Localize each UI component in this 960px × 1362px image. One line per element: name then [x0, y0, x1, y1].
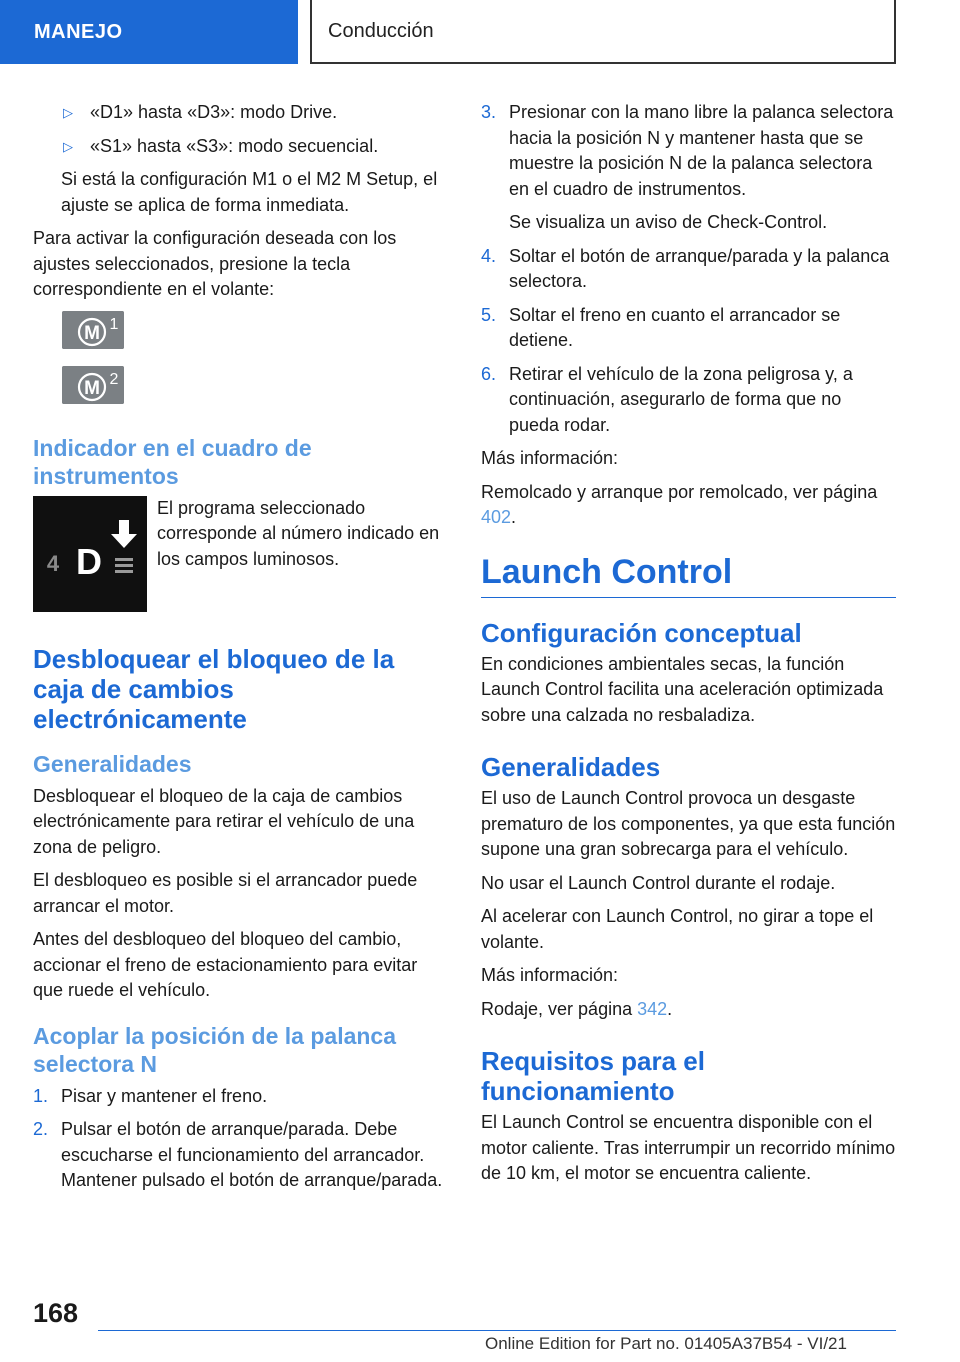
right-column [481, 100, 896, 1195]
triangle-bullet-icon: ▷ [63, 105, 73, 120]
general-paragraph: El desbloqueo es posible si el arrancador puede arrancar el motor. [33, 870, 418, 916]
concept-heading: Configuración conceptual [481, 617, 802, 648]
requirements-text: El Launch Control se encuentra disponible con el motor caliente. Tras interrumpir un recorrido mínimo de 10 km, el motor se encuentra caliente. [481, 1112, 896, 1183]
step-number: 2. [33, 1119, 49, 1139]
step-text: Soltar el freno en cuanto el arrancador se detiene. [509, 304, 841, 350]
step-item [33, 1117, 443, 1194]
requirements-heading: Requisitos para el funcionamiento [481, 1046, 705, 1106]
general-paragraph: Desbloquear el bloqueo de la caja de cambios electrónicamente para retirar el vehículo de una zona de peligro. [33, 785, 415, 857]
m-setup-note: Si está la configuración M1 o el M2 M Setup, el ajuste se aplica de forma inmediata. [61, 169, 438, 215]
general-heading-left: Generalidades [33, 750, 192, 777]
breakin-text: Rodaje, ver página [481, 998, 633, 1019]
step-number: 3. [481, 102, 497, 122]
m2-button-item [33, 366, 443, 406]
launch-heading: Launch Control [481, 552, 733, 591]
step-number: 5. [481, 304, 497, 325]
m1-button-item [33, 311, 443, 351]
edition-text: Online Edition for Part no. 01405A37B54 - VI/21 [485, 1334, 847, 1353]
general-paragraph: No usar el Launch Control durante el rodaje. [481, 872, 836, 893]
m2-button-icon [62, 366, 124, 404]
general-heading-right: Generalidades [481, 752, 661, 782]
list-item [33, 134, 443, 160]
m1-button-icon [62, 311, 124, 349]
tow-text: Remolcado y arranque por remolcado, ver página [481, 481, 878, 502]
step-item [481, 362, 896, 439]
step-number: 6. [481, 363, 497, 384]
general-paragraph: El uso de Launch Control provoca un desgaste prematuro de los componentes, ya que esta función supone una gran sobrecarga para el vehículo. [481, 788, 896, 859]
breakin-reference: Rodaje, ver página 342. [481, 998, 673, 1019]
launch-heading-wrap [481, 551, 896, 598]
svg-text:M: M [84, 377, 100, 399]
step-text: Retirar el vehículo de la zona peligrosa y, a continuación, asegurarlo de forma que no pueda rodar. [509, 363, 853, 435]
indicator-block [33, 496, 443, 614]
indicator-heading: Indicador en el cuadro de instrumentos [33, 434, 312, 489]
triangle-bullet-icon: ▷ [63, 138, 73, 154]
concept-text: En condiciones ambientales secas, la función Launch Control facilita una aceleración optimizada sobre una calzada no resbaladiza. [481, 653, 884, 725]
instrument-display-icon [33, 496, 147, 612]
step-number: 1. [33, 1085, 49, 1106]
unlock-heading: Desbloquear el bloqueo de la caja de cambios electrónicamente [33, 643, 395, 734]
general-paragraph: Al acelerar con Launch Control, no girar a tope el volante. [481, 906, 874, 952]
list-item [33, 100, 443, 126]
chapter-title: Conducción [310, 0, 896, 64]
general-paragraph: Antes del desbloqueo del bloqueo del cambio, accionar el freno de estacionamiento para evitar que ruede el vehículo. [33, 929, 418, 1000]
section-tab: MANEJO [0, 0, 298, 64]
step-number: 4. [481, 245, 497, 266]
more-info-label: Más información: [481, 965, 619, 985]
svg-text:2: 2 [109, 370, 119, 388]
svg-text:1: 1 [109, 315, 119, 333]
activate-text: Para activar la configuración deseada con los ajustes seleccionados, presione la tecla correspondiente en el volante: [33, 228, 397, 299]
step-item [481, 244, 896, 295]
tow-reference: Remolcado y arranque por remolcado, ver página 402. [481, 481, 878, 527]
page-number: 168 [33, 1298, 79, 1328]
step-text: Pulsar el botón de arranque/parada. Debe escucharse el funcionamiento del arrancador. Mantener pulsado el botón de arranque/parada. [61, 1119, 443, 1190]
svg-text:M: M [84, 322, 100, 344]
step-item [481, 100, 896, 202]
list-item-text: «D1» hasta «D3»: modo Drive. [90, 102, 338, 122]
step-item [33, 1084, 443, 1110]
page-link-342[interactable]: 342 [637, 998, 668, 1019]
step-text: Pisar y mantener el freno. [61, 1085, 268, 1106]
step-item [481, 303, 896, 354]
step-subtext: Se visualiza un aviso de Check-Control. [509, 212, 828, 232]
engage-heading: Acoplar la posición de la palanca selectora N [33, 1022, 397, 1077]
step-text: Soltar el botón de arranque/parada y la palanca selectora. [509, 245, 890, 291]
page-link-402[interactable]: 402 [481, 507, 512, 527]
indicator-text: El programa seleccionado corresponde al número indicado en los campos luminosos. [157, 497, 440, 569]
more-info-label: Más información: [481, 448, 619, 468]
svg-text:D: D [76, 540, 102, 582]
step-text: Presionar con la mano libre la palanca selectora hacia la posición N y mantener hasta que se muestre la posición N de la palanca selectora en el cuadro de instrumentos. [509, 102, 894, 199]
left-column [33, 100, 443, 1202]
svg-text:4: 4 [46, 550, 60, 576]
list-item-text: «S1» hasta «S3»: modo secuencial. [90, 135, 379, 156]
footer-divider [98, 1330, 896, 1331]
